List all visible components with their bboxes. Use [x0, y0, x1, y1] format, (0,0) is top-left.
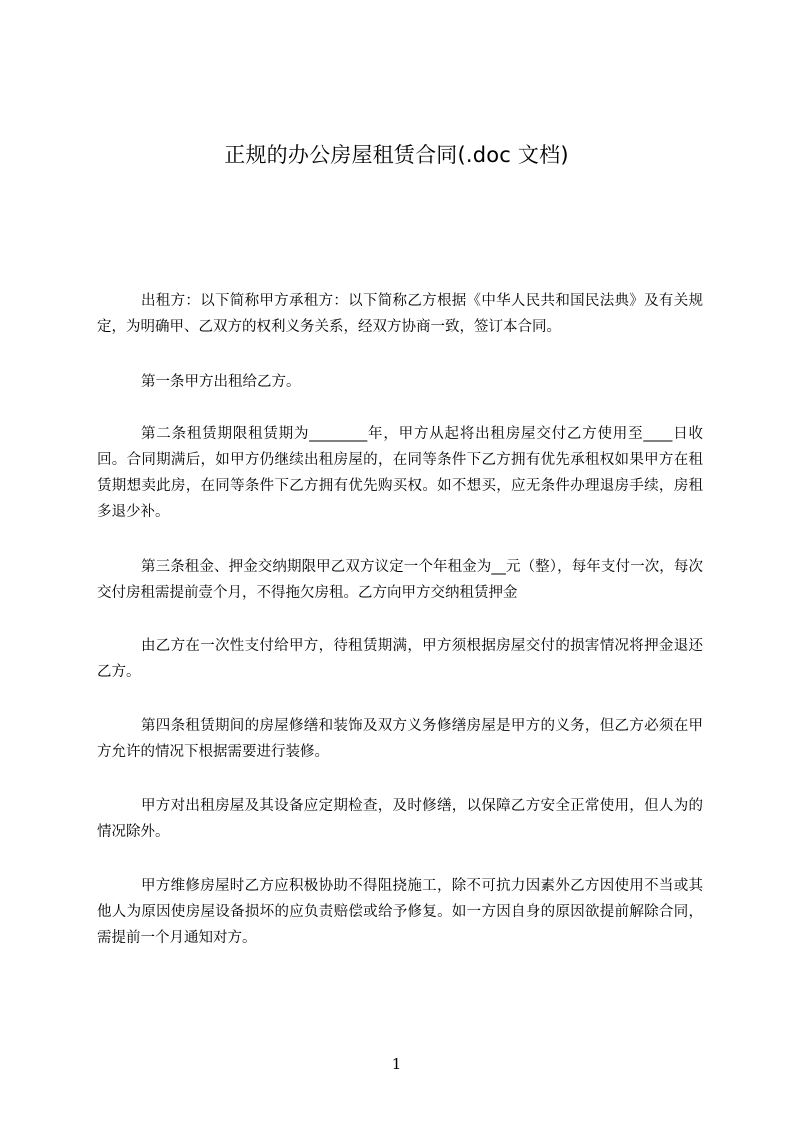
paragraph-repair: 甲方维修房屋时乙方应积极协助不得阻挠施工，除不可抗力因素外乙方因使用不当或其他人为原因使房屋设备损坏的应负责赔偿或给予修复。如一方因自身的原因欲提前解除合同，需提前一个月通知对方。 [97, 878, 703, 946]
page-number: 1 [391, 1055, 402, 1073]
paragraph-article-1: 第一条甲方出租给乙方。 [141, 374, 301, 390]
paragraph-deposit: 由乙方在一次性支付给甲方，待租赁期满，甲方须根据房屋交付的损害情况将押金退还乙方。 [97, 638, 703, 680]
paragraph-inspection: 甲方对出租房屋及其设备应定期检查，及时修缮，以保障乙方安全正常使用，但人为的情况除外。 [97, 798, 703, 840]
paragraph-article-3: 第三条租金、押金交纳期限甲乙双方议定一个年租金为__元（整），每年支付一次，每次交付房租需提前壹个月，不得拖欠房租。乙方向甲方交纳租赁押金 [97, 559, 703, 601]
paragraph-article-4: 第四条租赁期间的房屋修缮和装饰及双方义务修缮房屋是甲方的义务，但乙方必须在甲方允许的情况下根据需要进行装修。 [97, 718, 703, 760]
document-title: 正规的办公房屋租赁合同(.doc 文档) [224, 143, 569, 167]
paragraph-parties: 出租方：以下简称甲方承租方：以下简称乙方根据《中华人民共和国民法典》及有关规定，为明确甲、乙双方的权利义务关系，经双方协商一致，签订本合同。 [97, 293, 703, 335]
paragraph-article-2: 第二条租赁期限租赁期为________年，甲方从起将出租房屋交付乙方使用至____日收回。合同期满后，如甲方仍继续出租房屋的，在同等条件下乙方拥有优先承租权如果甲方在租赁期想卖此房，在同等条件下乙方拥有优先购买权。如不想买，应无条件办理退房手续，房租多退少补。 [97, 426, 703, 520]
